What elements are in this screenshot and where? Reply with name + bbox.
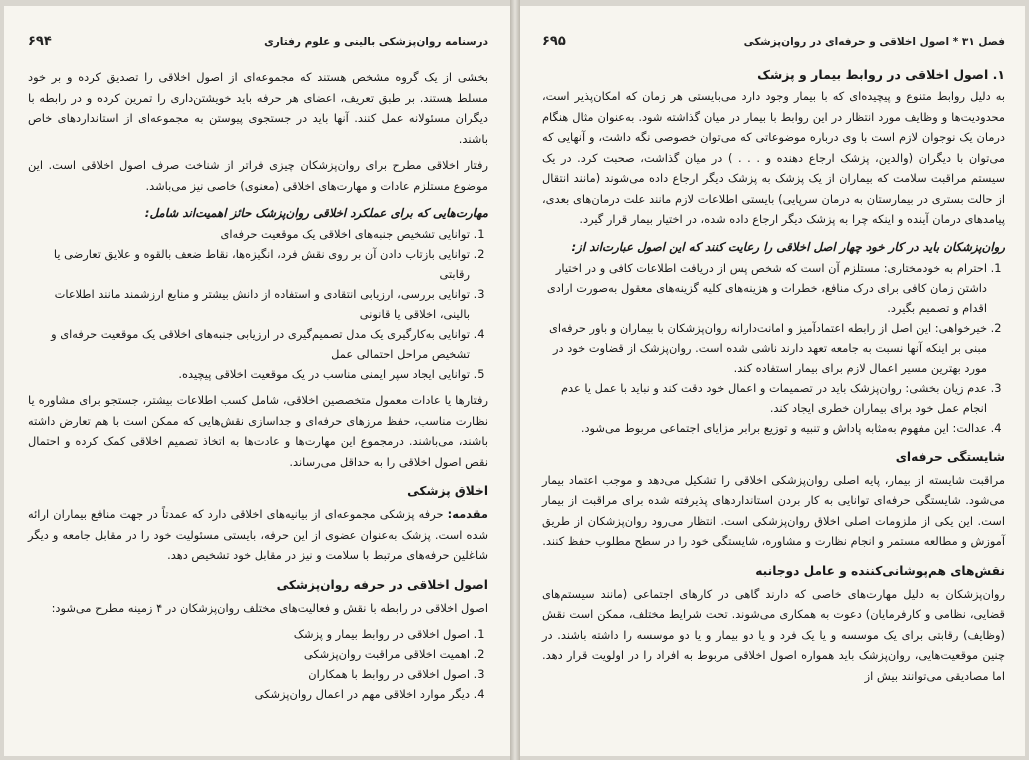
right-paragraph-2: مراقبت شایسته از بیمار، پایه اصلی روان‌پزشکی اخلاقی را تشکیل می‌دهد و موجب اعتماد بیمار می‌شود. شایستگی حرفه‌ای توانایی به کار بردن استانداردهای پذیرفته شده برای مراقبت از بیمار است. این یکی از ملزومات اصلی اخلاق روان‌پزشکی است. انتظار می‌رود روان‌پزشکان از طریق آموزش و مطالعه مستمر و انجام نظارت و مشاوره، شایستگی خود را در سطح مطلوب حفظ کنند. [542,472,1005,548]
left-paragraph-4: اصول اخلاقی در رابطه با نقش و فعالیت‌های مختلف روان‌پزشکان در ۴ زمینه مطرح می‌شود: [51,600,488,615]
left-paragraph-3: رفتارها یا عادات معمول متخصصین اخلاقی، شامل کسب اطلاعات بیشتر، جستجو برای مشاوره یا نظارت مناسب، حفظ مرزهای حرفه‌ای و جداسازی نقش‌هایی که ممکن است با هم تعارض داشته باشند، می‌باشند. درمجموع این مهارت‌ها و عادت‌ها به اتخاذ تصمیم اخلاقی کمک کرده و احتمال نقص اصول اخلاقی را به حداقل می‌رساند. [28,393,488,469]
skills-list [28,224,488,384]
right-page-header [542,34,1005,49]
intro-paragraph [28,504,488,566]
book-gutter [510,0,520,760]
area-item: 2. اهمیت اخلاقی مراقبت روان‌پزشکی [28,644,470,664]
areas-list [28,624,488,704]
right-paragraph-3: روان‌پزشکان به دلیل مهارت‌های خاصی که دارند گاهی در کارهای اجتماعی (مانند سیستم‌های قضایی، نظامی و کارفرمایان) دعوت به همکاری می‌شوند. تحت شرایط مختلف، ممکن است نقش (وظایف) رقابتی برای یک موسسه و یا یک فرد و یا دو بیمار و یا دو موسسه را داشته باشند. در چنین موقعیت‌هایی، روان‌پزشک باید همواره اصول اخلاقی مربوط به افراد را در اولویت قرار دهد. اما مصادیقی می‌توانند بیش از [542,586,1005,683]
skill-item: 1. توانایی تشخیص جنبه‌های اخلاقی یک موقعیت حرفه‌ای [28,224,470,244]
left-page-header [28,34,488,49]
right-running-title: فصل ۳۱ * اصول اخلاقی و حرفه‌ای در روان‌پزشکی [743,35,1005,48]
skill-item: 4. توانایی به‌کارگیری یک مدل تصمیم‌گیری در ارزیابی جنبه‌های اخلاقی یک موقعیت حرفه‌ای و تشخیص مراحل احتمالی عمل [28,324,470,364]
section-psychiatry-ethics: اصول اخلاقی در حرفه روان‌پزشکی [276,577,488,592]
section-competence: شایستگی حرفه‌ای [895,449,1005,464]
area-item: 1. اصول اخلاقی در روابط بیمار و پزشک [28,624,470,644]
section-overlapping-roles: نقش‌های هم‌پوشانی‌کننده و عامل دوجانبه [755,563,1005,578]
left-paragraph-1: بخشی از یک گروه مشخص هستند که مجموعه‌ای از اصول اخلاقی را تصدیق کرده و بر خود مسلط هستند. بر طبق تعریف، اعضای هر حرفه باید خویشتن‌داری را تمرین کرده و در رابطه با دیگران مسئولانه عمل کنند. آنها باید در جستجوی پیوستن به مجموعه‌ای از استانداردهای خاص باشند. [28,70,488,146]
intro-text: حرفه پزشکی مجموعه‌ای از بیانیه‌های اخلاقی دارد که عمدتاً در جهت منافع بیماران ارائه شده است. پزشک به‌عنوان عضوی از این حرفه، بایستی مسئولیت خود را در مقابل جامعه و دیگر شاغلین حرفه‌های مرتبط با سلامت و نیز در مقابل خود تشخیص دهد. [28,507,488,562]
right-paragraph-1: به دلیل روابط متنوع و پیچیده‌ای که با بیمار وجود دارد می‌بایستی هر زمان که امکان‌پذیر است، محدودیت‌ها و وظایف مورد انتظار در این روابط با بیمار در میان گذاشته شود. به‌عنوان مثال هنگام درمان یک نوجوان لازم است با وی درباره موضوعاتی که می‌توان خصوصی نگه داشت، و آنهایی که می‌توان با دیگران (والدین، پزشک ارجاع دهنده و . . . ) در میان گذاشت، صحبت کرد. در یک سیستم مراقبت سلامت که بیماران از یک پزشک به پزشک دیگر ارجاع داده می‌شوند (مانند انتقال از حالت بستری در بیمارستان به درمان سرپایی) بایستی اطلاعات لازم مانند علت درمان‌های بعدی، پیامدهای درمان آینده و اینکه چرا به پزشک دیگر ارجاع داده شده، در اختیار بیمار قرار گیرد. [542,89,1005,226]
heading-patient-physician: ۱. اصول اخلاقی در روابط بیمار و پزشک [757,67,1005,82]
principle-item: 3. عدم زیان بخشی: روان‌پزشک باید در تصمیمات و اعمال خود دقت کند و نباید با عمل یا عدم انجام عمل خود برای بیماران خطری ایجاد کند. [542,378,987,418]
left-page [4,6,510,756]
principles-list [542,258,1005,438]
left-paragraph-2: رفتار اخلاقی مطرح برای روان‌پزشکان چیزی فراتر از شناخت صرف اصول اخلاقی است. این موضوع مستلزم عادات و مهارت‌های اخلاقی (معنوی) خاصی نیز می‌باشد. [28,158,488,193]
principle-item: 1. احترام به خودمختاری: مستلزم آن است که شخص پس از دریافت اطلاعات کافی و در اختیار داشتن زمان کافی برای درک منافع، خطرات و هزینه‌های کلیه گزینه‌های معقول به‌صورت ارادی اقدام و تصمیم بگیرد. [542,258,987,318]
skill-item: 3. توانایی بررسی، ارزیابی انتقادی و استفاده از دانش بیشتر و منابع ارزشمند مانند اطلاعات بالینی، اخلاقی یا قانونی [28,284,470,324]
left-page-number: ۶۹۴ [28,34,52,49]
intro-label: مقدمه: [447,507,488,521]
left-running-title: درسنامه روان‌پزشکی بالینی و علوم رفتاری [264,35,488,48]
principle-item: 4. عدالت: این مفهوم به‌مثابه پاداش و تنبیه و توزیع برابر مزایای اجتماعی مربوط می‌شود. [542,418,987,438]
skill-item: 2. توانایی بازتاب دادن آن بر روی نقش فرد، انگیزه‌ها، نقاط ضعف بالقوه و علایق تعارضی یا رقابتی [28,244,470,284]
area-item: 3. اصول اخلاقی در روابط با همکاران [28,664,470,684]
right-page [520,6,1025,756]
principles-heading: روان‌پزشکان باید در کار خود چهار اصل اخلاقی را رعایت کنند که این اصول عبارت‌اند از: [571,239,1005,254]
right-page-number: ۶۹۵ [542,34,566,49]
section-medical-ethics: اخلاق پزشکی [407,484,488,498]
skills-heading: مهارت‌هایی که برای عملکرد اخلاقی روان‌پزشک حائز اهمیت‌اند شامل: [144,206,488,220]
area-item: 4. دیگر موارد اخلاقی مهم در اعمال روان‌پزشکی [28,684,470,704]
principle-item: 2. خیرخواهی: این اصل از رابطه اعتمادآمیز و امانت‌دارانه روان‌پزشکان با بیماران و باور حرفه‌ای مبنی بر اینکه آنها نسبت به جامعه تعهد دارند ناشی شده است. روان‌پزشک از قضاوت خود در مورد بهترین مسیر اعمال لازم برای بیمار استفاده کند. [542,318,987,378]
skill-item: 5. توانایی ایجاد سپر ایمنی مناسب در یک موقعیت اخلاقی پیچیده. [28,364,470,384]
